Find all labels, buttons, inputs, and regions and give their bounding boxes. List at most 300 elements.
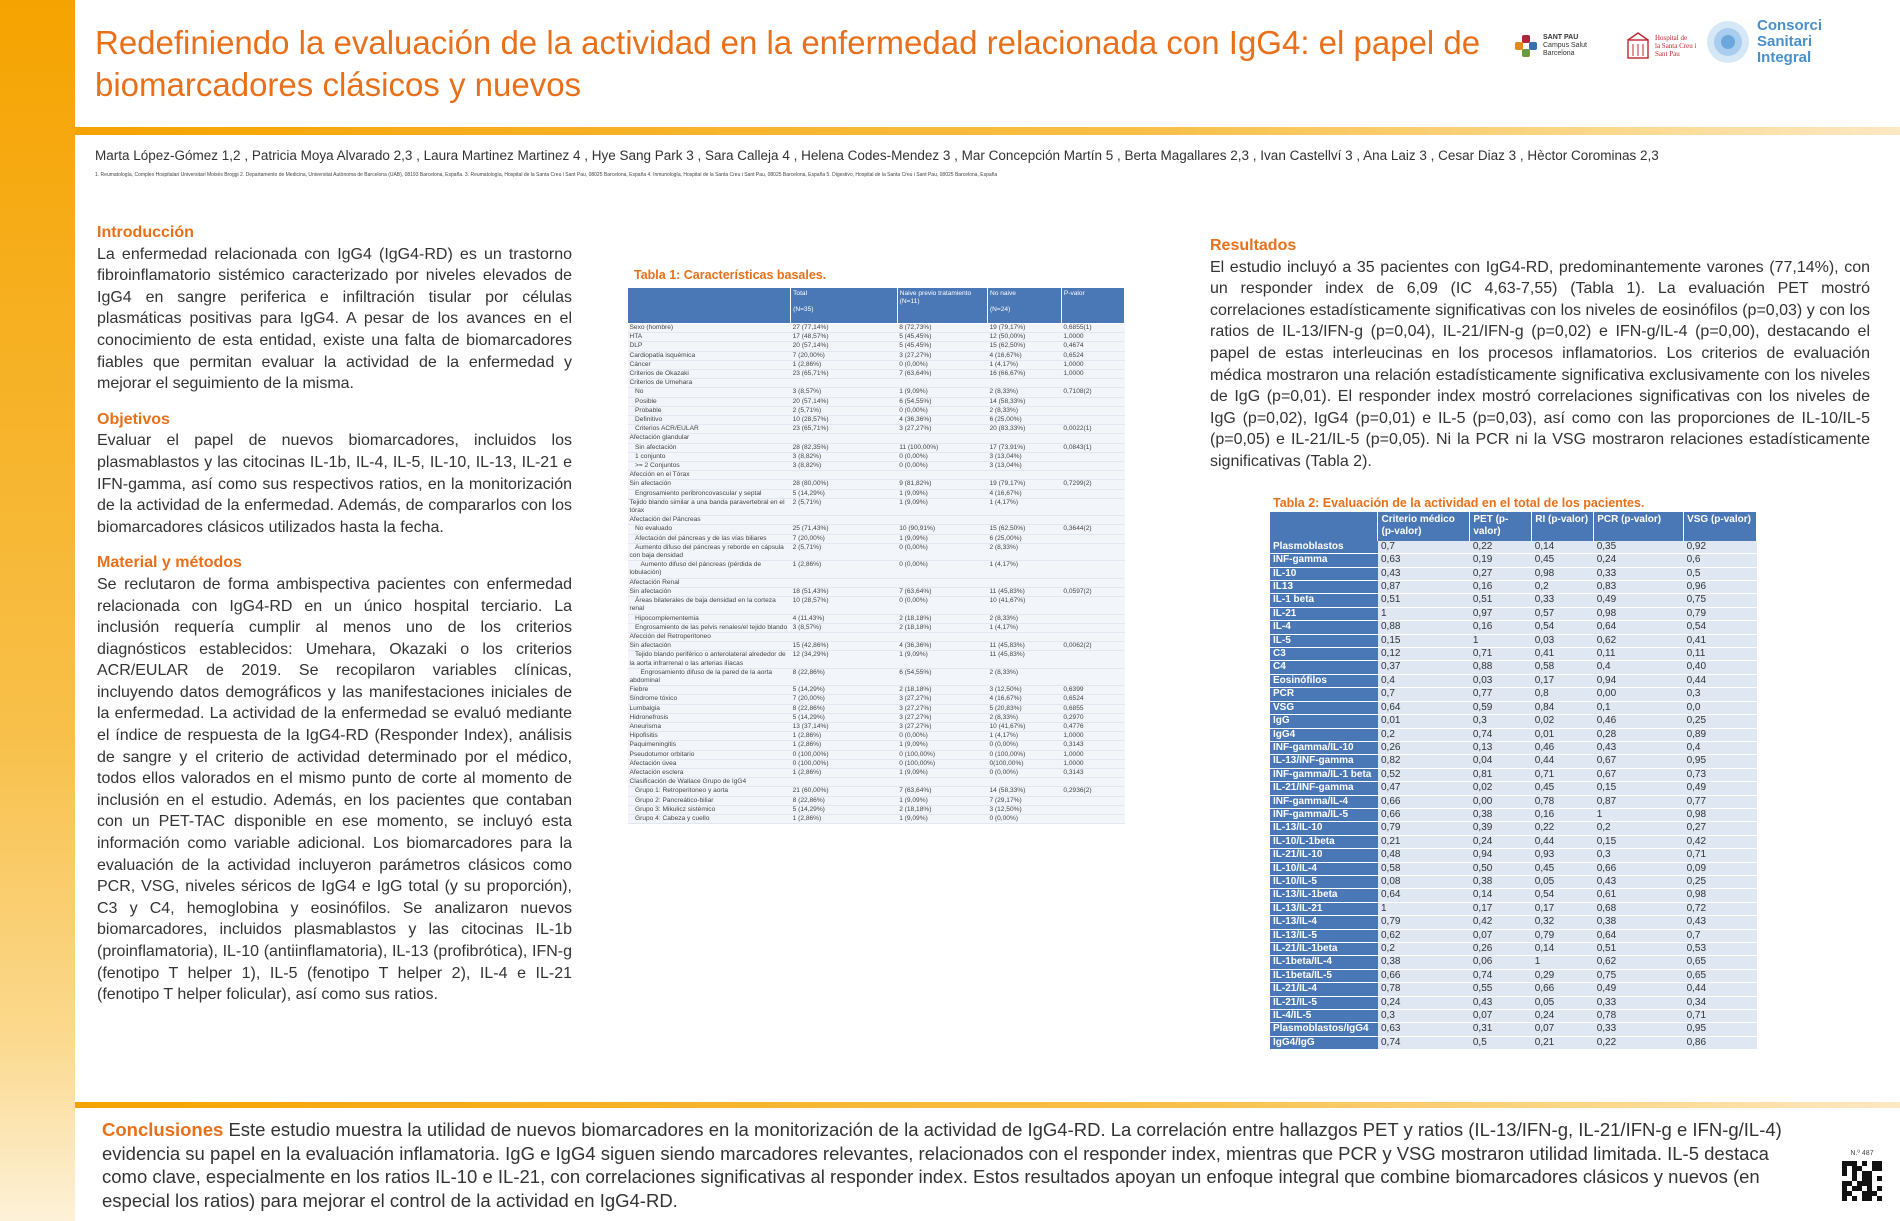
table2-cell: 1	[1378, 902, 1470, 915]
table2-cell: 0,5	[1470, 1036, 1532, 1049]
table2-cell: 0,27	[1684, 822, 1757, 835]
table1-row	[628, 452, 1125, 461]
table1-cell: 2 (18,18%)	[897, 614, 987, 623]
consorci-emblem-icon	[1705, 19, 1751, 65]
table1-row	[628, 578, 1125, 587]
table1-cell: Afectación del Páncreas	[628, 516, 791, 525]
table1-cell: 1 (2,86%)	[791, 768, 898, 777]
table2-cell: IL-13/IL-21	[1270, 902, 1378, 915]
table2-cell: 0,51	[1470, 594, 1532, 607]
table1-cell: 0(100,00%)	[987, 759, 1061, 768]
table2-cell: 0,25	[1684, 875, 1757, 888]
table1-cell: Afectación esclera	[628, 768, 791, 777]
table1-cell: 2 (8,33%)	[987, 668, 1061, 685]
table2-cell: 0,22	[1532, 822, 1594, 835]
table2-cell: 1	[1594, 808, 1684, 821]
table2-cell: 0,03	[1532, 634, 1594, 647]
table1-cell: Afectación úvea	[628, 759, 791, 768]
table1-cell: Sin afectación	[628, 480, 791, 489]
table2-cell: 0,35	[1594, 541, 1684, 554]
table2-cell: 0,33	[1594, 567, 1684, 580]
table2-cell: IL-21/INF-gamma	[1270, 782, 1378, 795]
table1-cell	[1061, 805, 1124, 814]
table2-cell: 0,26	[1470, 943, 1532, 956]
table1-cell: 2 (5,71%)	[791, 406, 898, 415]
table2-cell: 0,71	[1532, 768, 1594, 781]
table1-cell: 17 (48,57%)	[791, 333, 898, 342]
table1-cell: 15 (62,50%)	[987, 525, 1061, 534]
table2-cell: IL-21/IL-4	[1270, 983, 1378, 996]
table2-cell: 0,98	[1532, 567, 1594, 580]
table2-cell: 0,07	[1470, 929, 1532, 942]
table2-cell: 0,66	[1532, 983, 1594, 996]
table2-cell: 0,43	[1684, 916, 1757, 929]
table1-cell	[1061, 462, 1124, 471]
table1-cell: 0 (0,00%)	[987, 768, 1061, 777]
table1-cell: 28 (82,35%)	[791, 443, 898, 452]
table2-cell: 0,08	[1378, 875, 1470, 888]
table2-cell: 0,2	[1532, 581, 1594, 594]
table1-cell: 1 (9,09%)	[897, 534, 987, 543]
consorci-line3: Integral	[1757, 49, 1812, 66]
table2-cell: 0,17	[1532, 674, 1594, 687]
table1-cell	[791, 516, 898, 525]
table2-cell: IL-10/L-1beta	[1270, 835, 1378, 848]
table1-cell: 1 (9,09%)	[897, 796, 987, 805]
table1-cell	[1061, 623, 1124, 632]
table2-cell: 0,4	[1684, 741, 1757, 754]
table2-cell: 0,21	[1378, 835, 1470, 848]
table2-cell: 0,3	[1378, 1010, 1470, 1023]
table2-cell: IL-13/INF-gamma	[1270, 755, 1378, 768]
table1-row	[628, 480, 1125, 489]
table2-cell: INF-gamma/IL-4	[1270, 795, 1378, 808]
table2-cell: C3	[1270, 648, 1378, 661]
table1-cell: 25 (71,43%)	[791, 525, 898, 534]
table2-row	[1270, 983, 1757, 996]
table1-row	[628, 333, 1125, 342]
table2-row	[1270, 634, 1757, 647]
methods-text: Se reclutaron de forma ambispectiva pacientes con enfermedad relacionada con IgG4-RD en un único hospital terciario. La inclusión requería cumplir al menos uno de los criterios diagnósticos establecidos: Umehara, Okazaki o los criterios ACR/EULAR de 2019. Se recopilaron variables clínicas, incluyendo datos demográficos y las manifestaciones iniciales de la enfermedad. La actividad de la enfermedad se evaluó mediante el índice de respuesta de la IgG4-RD (Responder Index), análisis de sangre y el criterio de actividad determinado por el médico, todos ellos valorados en el mismo punto de corte al momento de inclusión en el estudio. Además, en los pacientes que contaban con un PET-TAC disponible en ese momento, se incluyó esta información como variable adicional. Los biomarcadores para la evaluación de la actividad incluyeron parámetros clásicos como PCR, VSG, niveles séricos de IgG4 e IgG total (y su proporción), C3 y C4, hemoglobina y eosinófilos. Se analizaron nuevos biomarcadores, incluidos plasmablastos y las citocinas IL-1b (proinflamatoria), IL-10 (antiinflamatoria), IL-13 (profibrótica), IFN-g (fenotipo T helper 1), IL-5 (fenotipo T helper 2), IL-4 e IL-21 (fenotipo T helper folicular), así como sus ratios.	[97, 575, 572, 1004]
table2-cell: 0,11	[1594, 648, 1684, 661]
poster-title: Redefiniendo la evaluación de la actividad en la enfermedad relacionada con IgG4: el papel de biomarcadores clásicos y nuevos	[95, 24, 1481, 103]
poster-badge	[1842, 1150, 1882, 1214]
table2-body	[1270, 541, 1757, 1050]
table1-cell: 0 (0,00%)	[897, 732, 987, 741]
table2-cell: 0,61	[1594, 889, 1684, 902]
table2-row	[1270, 795, 1757, 808]
table2-cell: IgG4	[1270, 728, 1378, 741]
table1-row	[628, 597, 1125, 614]
table2-cell: IL-1beta/IL-4	[1270, 956, 1378, 969]
table2-cell: IL-13/IL-10	[1270, 822, 1378, 835]
table1-cell: 19 (79,17%)	[987, 324, 1061, 333]
table1-cell	[897, 434, 987, 443]
table1-cell: 0 (0,00%)	[897, 360, 987, 369]
table2-cell: 0,26	[1378, 741, 1470, 754]
table1-cell: 0 (0,00%)	[897, 543, 987, 560]
table1-cell: 14 (58,33%)	[987, 397, 1061, 406]
qr-code-icon	[1842, 1161, 1882, 1201]
table1-cell	[1061, 796, 1124, 805]
table1-header-cell: No naive (N=24)	[987, 288, 1061, 324]
table2-cell: 0,82	[1378, 755, 1470, 768]
table1-row	[628, 632, 1125, 641]
table2-cell: 0,43	[1594, 741, 1684, 754]
conclusions-text: Este estudio muestra la utilidad de nuevos biomarcadores en la monitorización de la actividad de IgG4-RD. La correlación entre hallazgos PET y ratios (IL-13/IFN-g, IL-21/IFN-g e IFN-g/IL-4) evidencia su papel en la evaluación inflamatoria. IgG e IgG4 siguen siendo marcadores relevantes, relacionados con el responder index, mientras que PCR y VSG mostraron utilidad limitada. IL-5 destaca como clave, especialmente en los ratios IL-10 e IL-21, con correlaciones significativas al responder index. Estos resultados apoyan un enfoque integral que combine biomarcadores clásicos y nuevos (en especial los ratios) para mejorar el control de la actividad en IgG4-RD.	[102, 1119, 1782, 1211]
table1-cell	[1061, 814, 1124, 823]
table2-cell: IL-5	[1270, 634, 1378, 647]
table1-cell: 4 (16,67%)	[987, 351, 1061, 360]
table1-cell	[1061, 406, 1124, 415]
table2-cell: 0,94	[1470, 849, 1532, 862]
table1-header-cell	[628, 288, 791, 324]
table2-cell: 0,42	[1470, 916, 1532, 929]
poster-number: N.º 487	[1850, 1150, 1874, 1157]
table1-row	[628, 768, 1125, 777]
table2-cell: 0,62	[1594, 634, 1684, 647]
table1-cell	[791, 434, 898, 443]
table2-cell: 0,44	[1532, 835, 1594, 848]
table2-cell: 0,75	[1684, 594, 1757, 607]
table1-cell	[1061, 597, 1124, 614]
table2-cell: 0,86	[1684, 1036, 1757, 1049]
table2-cell: 0,32	[1532, 916, 1594, 929]
table1-row	[628, 796, 1125, 805]
methods-heading: Material y métodos	[97, 554, 242, 572]
table1-cell: 9 (81,82%)	[897, 480, 987, 489]
hospital-line1: Hospital de	[1655, 34, 1688, 42]
table2-cell: 0,24	[1532, 1010, 1594, 1023]
table1-cell: 0 (100,00%)	[897, 750, 987, 759]
table1-cell: 7 (20,00%)	[791, 351, 898, 360]
table1-row	[628, 713, 1125, 722]
table1-cell: Engrosamiento peribroncovascular y septal	[628, 489, 791, 498]
table2-cell: 0,45	[1532, 782, 1594, 795]
table2-cell: 0,3	[1684, 688, 1757, 701]
table1-cell: 3 (27,27%)	[897, 722, 987, 731]
table1-cell: 1 (4,17%)	[987, 360, 1061, 369]
table1-cell: 21 (60,00%)	[791, 787, 898, 796]
table1-cell: 20 (83,33%)	[987, 425, 1061, 434]
table1-cell: 0 (0,00%)	[897, 462, 987, 471]
table2-cell: 0,15	[1378, 634, 1470, 647]
table1-cell: Paquimeningitis	[628, 741, 791, 750]
table2-cell: 0,57	[1532, 607, 1594, 620]
table2-cell: IL-21	[1270, 607, 1378, 620]
table1-header-cell: Naive previo tratamiento (N=11)	[897, 288, 987, 324]
santpau-logo	[1515, 34, 1587, 58]
table1-cell: 1 (4,17%)	[987, 623, 1061, 632]
table2-row	[1270, 541, 1757, 554]
table2-cell: 0,14	[1532, 541, 1594, 554]
table1-cell: Áreas bilaterales de baja densidad en la corteza renal	[628, 597, 791, 614]
table2-cell: 0,24	[1470, 835, 1532, 848]
table2-cell: INF-gamma	[1270, 554, 1378, 567]
table2-cell: 0,66	[1378, 969, 1470, 982]
table1-cell: Clasificación de Wallace Grupo de IgG4	[628, 778, 791, 787]
table1-cell: 1 (2,86%)	[791, 561, 898, 578]
table2-cell: 0,41	[1532, 648, 1594, 661]
table2-cell: 0,3	[1594, 849, 1684, 862]
table1-cell: Criterios de Okazaki	[628, 370, 791, 379]
table1-cell: Engrosamiento de las pelvis renales/el tejido blando	[628, 623, 791, 632]
table1-cell	[791, 379, 898, 388]
table1-cell: Grupo 2: Pancreático-biliar	[628, 796, 791, 805]
table1-cell: 11 (45,83%)	[987, 651, 1061, 668]
conclusions-heading: Conclusiones	[102, 1119, 224, 1140]
table1-cell: 0,0843(1)	[1061, 443, 1124, 452]
table2-cell: 0,67	[1594, 755, 1684, 768]
table1-cell: 2 (8,33%)	[987, 614, 1061, 623]
table1-cell: 2 (8,33%)	[987, 388, 1061, 397]
table2-cell: Plasmoblastos/IgG4	[1270, 1023, 1378, 1036]
footer-rule	[75, 1102, 1900, 1108]
table2-cell: 0,49	[1684, 782, 1757, 795]
table2-cell: 0,62	[1378, 929, 1470, 942]
table2-cell: 0,02	[1470, 782, 1532, 795]
table1-row	[628, 416, 1125, 425]
table2-cell: 0,71	[1684, 1010, 1757, 1023]
table2-cell: 0,05	[1532, 875, 1594, 888]
table1-cell: 3 (27,27%)	[897, 713, 987, 722]
table2-cell: 0,34	[1684, 996, 1757, 1009]
table1-cell: 5 (14,29%)	[791, 805, 898, 814]
table1-cell: 1 conjunto	[628, 452, 791, 461]
table2-cell: 0,42	[1684, 835, 1757, 848]
table2-row	[1270, 674, 1757, 687]
objectives-text: Evaluar el papel de nuevos biomarcadores, incluidos los plasmablastos y las citocinas IL-1b, IL-4, IL-5, IL-10, IL-13, IL-21 e IFN-gamma, así como sus respectivos ratios, en la monitorización de la actividad de la enfermedad. Además, de compararlos con los biomarcadores clásicos utilizados hasta la fecha.	[97, 432, 572, 536]
table2-cell: PCR	[1270, 688, 1378, 701]
table2-cell: IL-21/IL-10	[1270, 849, 1378, 862]
table2-cell: 0,17	[1532, 902, 1594, 915]
table1-cell: Tejido blando similar a una banda paravertebral en el tórax	[628, 498, 791, 515]
table1-cell	[1061, 397, 1124, 406]
table2-cell: 0,66	[1378, 808, 1470, 821]
table1-cell: 3 (27,27%)	[897, 351, 987, 360]
table2-cell: 0,77	[1470, 688, 1532, 701]
table1-cell: 0 (0,00%)	[987, 741, 1061, 750]
consorci-line1: Consorci	[1757, 17, 1823, 34]
table1-cell	[897, 516, 987, 525]
table2-cell: IgG	[1270, 715, 1378, 728]
table1-row	[628, 379, 1125, 388]
table1-row	[628, 732, 1125, 741]
table1-cell: 2 (18,18%)	[897, 686, 987, 695]
table1-row	[628, 814, 1125, 823]
table1-cell: Afección en el Tórax	[628, 471, 791, 480]
table1-cell	[791, 632, 898, 641]
table1-row	[628, 425, 1125, 434]
table1-cell	[791, 778, 898, 787]
table1-row	[628, 360, 1125, 369]
table2-cell: 0,16	[1470, 621, 1532, 634]
table1-cell: No evaluado	[628, 525, 791, 534]
table2-cell: 0,41	[1684, 634, 1757, 647]
table1-cell: 1 (4,17%)	[987, 498, 1061, 515]
table2-cell: 0,4	[1594, 661, 1684, 674]
table2-cell: 0,74	[1378, 1036, 1470, 1049]
table1-row	[628, 462, 1125, 471]
table1-cell	[1061, 489, 1124, 498]
table2-cell: 0,98	[1594, 607, 1684, 620]
table1-cell: Afección del Retroperitoneo	[628, 632, 791, 641]
table2-cell: 0,21	[1532, 1036, 1594, 1049]
table2-header-row	[1270, 512, 1757, 541]
table1-cell: 1 (9,09%)	[897, 768, 987, 777]
table1-row	[628, 534, 1125, 543]
table1-row	[628, 443, 1125, 452]
table2-cell: 0,67	[1594, 768, 1684, 781]
table2-cell: IL-10/IL-5	[1270, 875, 1378, 888]
table1-cell: 6 (54,55%)	[897, 668, 987, 685]
table1-cell: 3 (13,04%)	[987, 452, 1061, 461]
table2-cell: 1	[1378, 607, 1470, 620]
table2-cell: IL-4	[1270, 621, 1378, 634]
table1-row	[628, 778, 1125, 787]
table1-cell: Hidronefrosis	[628, 713, 791, 722]
table2-caption: Tabla 2: Evaluación de la actividad en el total de los pacientes.	[1273, 496, 1645, 510]
table1-cell: 1 (9,09%)	[897, 498, 987, 515]
table1-cell: 1 (2,86%)	[791, 814, 898, 823]
table1-cell: Cardiopatía isquémica	[628, 351, 791, 360]
table1-cell: 3 (27,27%)	[897, 425, 987, 434]
table2-cell: 0,01	[1532, 728, 1594, 741]
table1-row	[628, 516, 1125, 525]
table1-row	[628, 741, 1125, 750]
santpau-line3: Barcelona	[1543, 50, 1575, 57]
table2-cell: IL-10	[1270, 567, 1378, 580]
table1-cell: 3 (27,27%)	[897, 695, 987, 704]
table1-cell: Grupo 1: Retroperitoneo y aorta	[628, 787, 791, 796]
table2-cell: 0,75	[1594, 969, 1684, 982]
table1-cell: 0,7108(2)	[1061, 388, 1124, 397]
table2-cell: 0,84	[1532, 701, 1594, 714]
table1-cell: 27 (77,14%)	[791, 324, 898, 333]
table1-cell: 7 (63,64%)	[897, 787, 987, 796]
table2-cell: 0,62	[1594, 956, 1684, 969]
table2-cell: 0,79	[1532, 929, 1594, 942]
table1-cell	[897, 471, 987, 480]
table1-cell: 1 (9,09%)	[897, 741, 987, 750]
table2-cell: 0,55	[1470, 983, 1532, 996]
table1-cell: 4 (36,36%)	[897, 416, 987, 425]
table1-row	[628, 750, 1125, 759]
table2-row	[1270, 581, 1757, 594]
table2-cell: Eosinófilos	[1270, 674, 1378, 687]
table2-cell: 0,79	[1378, 916, 1470, 929]
table2-cell: 0,78	[1378, 983, 1470, 996]
table1-cell	[1061, 416, 1124, 425]
table1-header-cell: Total (N=35)	[791, 288, 898, 324]
table1-cell	[1061, 498, 1124, 515]
table1-row	[628, 614, 1125, 623]
table2-cell: 0,88	[1470, 661, 1532, 674]
table2-row	[1270, 741, 1757, 754]
table1-row	[628, 695, 1125, 704]
table1-cell: 5 (45,45%)	[897, 342, 987, 351]
table1-cell: 3 (12,50%)	[987, 805, 1061, 814]
table1-cell: 1,0000	[1061, 732, 1124, 741]
table1-cell: 0,0597(2)	[1061, 587, 1124, 596]
table2-cell: 0,38	[1470, 875, 1532, 888]
table1-cell	[987, 471, 1061, 480]
table1-cell: Lumbalgia	[628, 704, 791, 713]
table1-cell: 0 (0,00%)	[987, 814, 1061, 823]
table1-row	[628, 434, 1125, 443]
table1-cell: 2 (8,33%)	[987, 406, 1061, 415]
table1-cell: 0 (100,00%)	[987, 750, 1061, 759]
table1-cell	[1061, 778, 1124, 787]
table2-cell: 0,22	[1594, 1036, 1684, 1049]
table2-row	[1270, 715, 1757, 728]
table2-cell: 0,6	[1684, 554, 1757, 567]
table1-cell: No	[628, 388, 791, 397]
table1-cell: Cáncer	[628, 360, 791, 369]
table1-cell: Sin afectación	[628, 443, 791, 452]
table2-cell: 0,64	[1378, 701, 1470, 714]
table2-cell: 0,39	[1470, 822, 1532, 835]
table2-header-cell: Criterio médico (p-valor)	[1378, 512, 1470, 541]
results-text: El estudio incluyó a 35 pacientes con IgG4-RD, predominantemente varones (77,14%), con un responder index de 6,09 (IC 4,63-7,55) (Tabla 1). La evaluación PET mostró correlaciones estadísticamente significativas con los niveles de eosinófilos (p=0,03) y con los ratios de IL-13/IFN-g (p=0,04), IL-21/IFN-g (p=0,02) e IFN-g/IL-4 (p=0,00), destacando el papel de estas interleucinas en los procesos inflamatorios. Los criterios de evaluación médica mostraron una relación estadísticamente significativa exclusivamente con los niveles de IgG (p=0,01). El responder index mostró correlaciones significativas con los niveles de IgG (p=0,02), IgG4 (p=0,01) e IL-5 (p=0,03), así como con las proporciones de IL-10/IL-5 (p=0,05) e IL-21/IL-5 (p=0,05). Ni la PCR ni la VSG mostraron relaciones estadísticamente significativas (Tabla 2).	[1210, 258, 1870, 470]
table2-cell: 0,49	[1594, 594, 1684, 607]
table2-row	[1270, 728, 1757, 741]
table2-cell: 0,95	[1684, 755, 1757, 768]
table2-cell: 0,38	[1470, 808, 1532, 821]
table1-cell: 1 (9,09%)	[897, 489, 987, 498]
table2-cell: 0,94	[1594, 674, 1684, 687]
table2-row	[1270, 621, 1757, 634]
table2-row	[1270, 648, 1757, 661]
table2-cell: INF-gamma/IL-1 beta	[1270, 768, 1378, 781]
table2-cell: IL-1beta/IL-5	[1270, 969, 1378, 982]
table2-cell: INF-gamma/IL-10	[1270, 741, 1378, 754]
table2-cell: 0,00	[1470, 795, 1532, 808]
table1-cell: Hipocomplementemia	[628, 614, 791, 623]
table2-cell: 0,15	[1594, 835, 1684, 848]
table2-row	[1270, 902, 1757, 915]
objectives-heading: Objetivos	[97, 410, 170, 428]
table1-cell: 4 (16,67%)	[987, 695, 1061, 704]
table2-cell: 0,07	[1532, 1023, 1594, 1036]
table1-row	[628, 623, 1125, 632]
table2-cell: VSG	[1270, 701, 1378, 714]
table2-cell: 0,05	[1532, 996, 1594, 1009]
table1-cell: 2 (18,18%)	[897, 623, 987, 632]
table1-row	[628, 471, 1125, 480]
table2-cell: 0,87	[1378, 581, 1470, 594]
table1-cell: 0,2970	[1061, 713, 1124, 722]
table2-cell: 0,98	[1684, 889, 1757, 902]
table1-cell: 5 (20,83%)	[987, 704, 1061, 713]
table2-cell: 0,63	[1378, 554, 1470, 567]
intro-heading: Introducción	[97, 224, 194, 241]
table2-cell: IL-4/IL-5	[1270, 1010, 1378, 1023]
table2-cell: 0,65	[1684, 969, 1757, 982]
table2-row	[1270, 688, 1757, 701]
table1-cell: 0,6399	[1061, 686, 1124, 695]
table1-cell: Aumento difuso del páncreas y reborde en cápsula con baja densidad	[628, 543, 791, 560]
table1-cell	[1061, 471, 1124, 480]
left-column	[97, 222, 572, 1006]
table1-row	[628, 686, 1125, 695]
table1-cell: 13 (37,14%)	[791, 722, 898, 731]
table2-cell: 0,81	[1470, 768, 1532, 781]
table2-cell: 0,38	[1378, 956, 1470, 969]
table2-cell: 0,13	[1470, 741, 1532, 754]
table1-cell: 5 (14,29%)	[791, 686, 898, 695]
table2-cell: 0,64	[1594, 929, 1684, 942]
